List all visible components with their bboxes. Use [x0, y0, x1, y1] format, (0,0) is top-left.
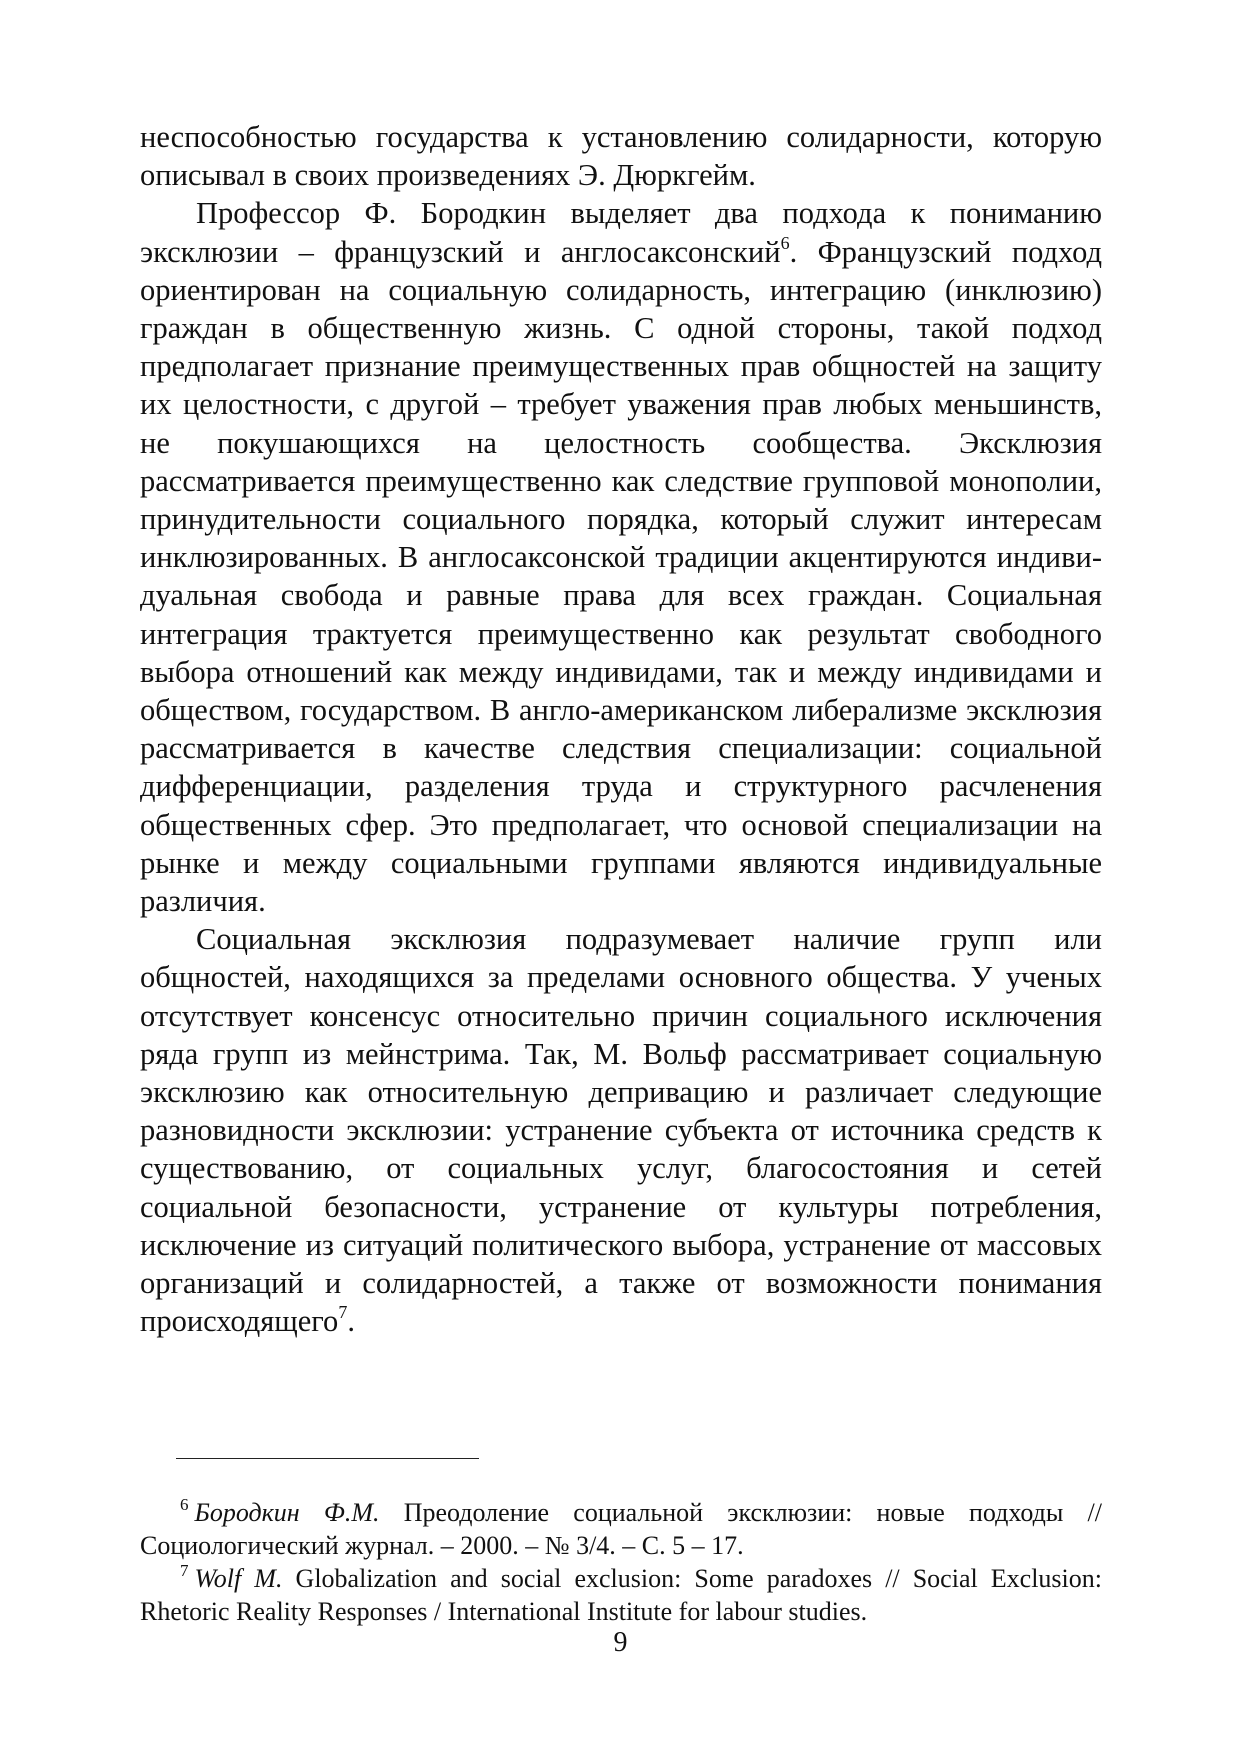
body-text	[140, 118, 1102, 1341]
paragraph-2	[140, 194, 1102, 920]
paragraph-3	[140, 920, 1102, 1340]
footnote-number: 6	[180, 1495, 189, 1514]
paragraph-3-text-a: Социальная эксклюзия подразумевает наличие групп или общностей, находящихся за пределами основного общества. У ученых отсутствует консенсус относительно причин социального исключения ряда групп из мейнстрима. Так, М. Вольф рассматривает социальную эксклюзию как относительную депривацию и различает следующие разновидности эксклюзии: устранение субъекта от источника средств к существованию, от социальных услуг, благосостояния и сетей социальной безопасности, устранение от культуры потребления, исключение из ситуаций политического выбора, устранение от массовых организаций и солидарностей, а также от возможности понимания происходящего	[140, 922, 1102, 1339]
footnote-author: Бородкин Ф.М.	[194, 1498, 380, 1527]
footnote-7	[140, 1562, 1102, 1628]
footnote-separator	[176, 1458, 479, 1459]
page-number: 9	[613, 1627, 628, 1658]
footnote-number: 7	[180, 1561, 189, 1580]
footnotes	[140, 1496, 1102, 1628]
paragraph-2-text-b: . Французский подход ориентирован на социальную солидарность, интеграцию (инклюзию) граждан в общественную жизнь. С одной стороны, такой подход предполагает признание преимущественных прав общностей на защиту их целостности, с другой – требует уважения прав любых меньшинств, не покушающихся на целостность сообщества. Эксклюзия рассматривается преимущественно как следствие групповой монополии, принудительности социального порядка, который служит интересам инклюзированных. В англосаксонской традиции акцентируются индивидуальная свобода и равные права для всех граждан. Социальная интеграция трактуется преимущественно как результат свободного выбора отношений как между индивидами, так и между индивидами и обществом, государством. В англо-американском либерализме эксклюзия рассматривается в качестве следствия специализации: социальной дифференциации, разделения труда и структурного расчленения общественных сфер. Это предполагает, что основой специализации на рынке и между социальными группами являются индивидуальные различия.	[140, 234, 1103, 919]
footnote-ref-7[interactable]: 7	[338, 1302, 348, 1323]
paragraph-1: неспособностью государства к установлению солидарности, которую описывал в своих произведениях Э. Дюркгейм.	[140, 120, 1102, 193]
paragraph-3-text-b: .	[347, 1304, 355, 1339]
paragraph-2-text-a: Профессор Ф. Бородкин выделяет два подхода к пониманию эксклюзии – французский и англосаксонский	[140, 196, 1102, 269]
footnote-ref-6[interactable]: 6	[780, 232, 790, 253]
footnote-text: Преодоление социальной эксклюзии: новые подходы // Социологический журнал. – 2000. – № 3/4. – С. 5 – 17.	[140, 1498, 1102, 1560]
footnote-text: Globalization and social exclusion: Some paradoxes // Social Exclusion: Rhetoric Reality Responses / International Institute for labour studies.	[140, 1564, 1102, 1626]
footnote-6	[140, 1496, 1102, 1562]
footnote-author: Wolf M.	[194, 1564, 283, 1593]
